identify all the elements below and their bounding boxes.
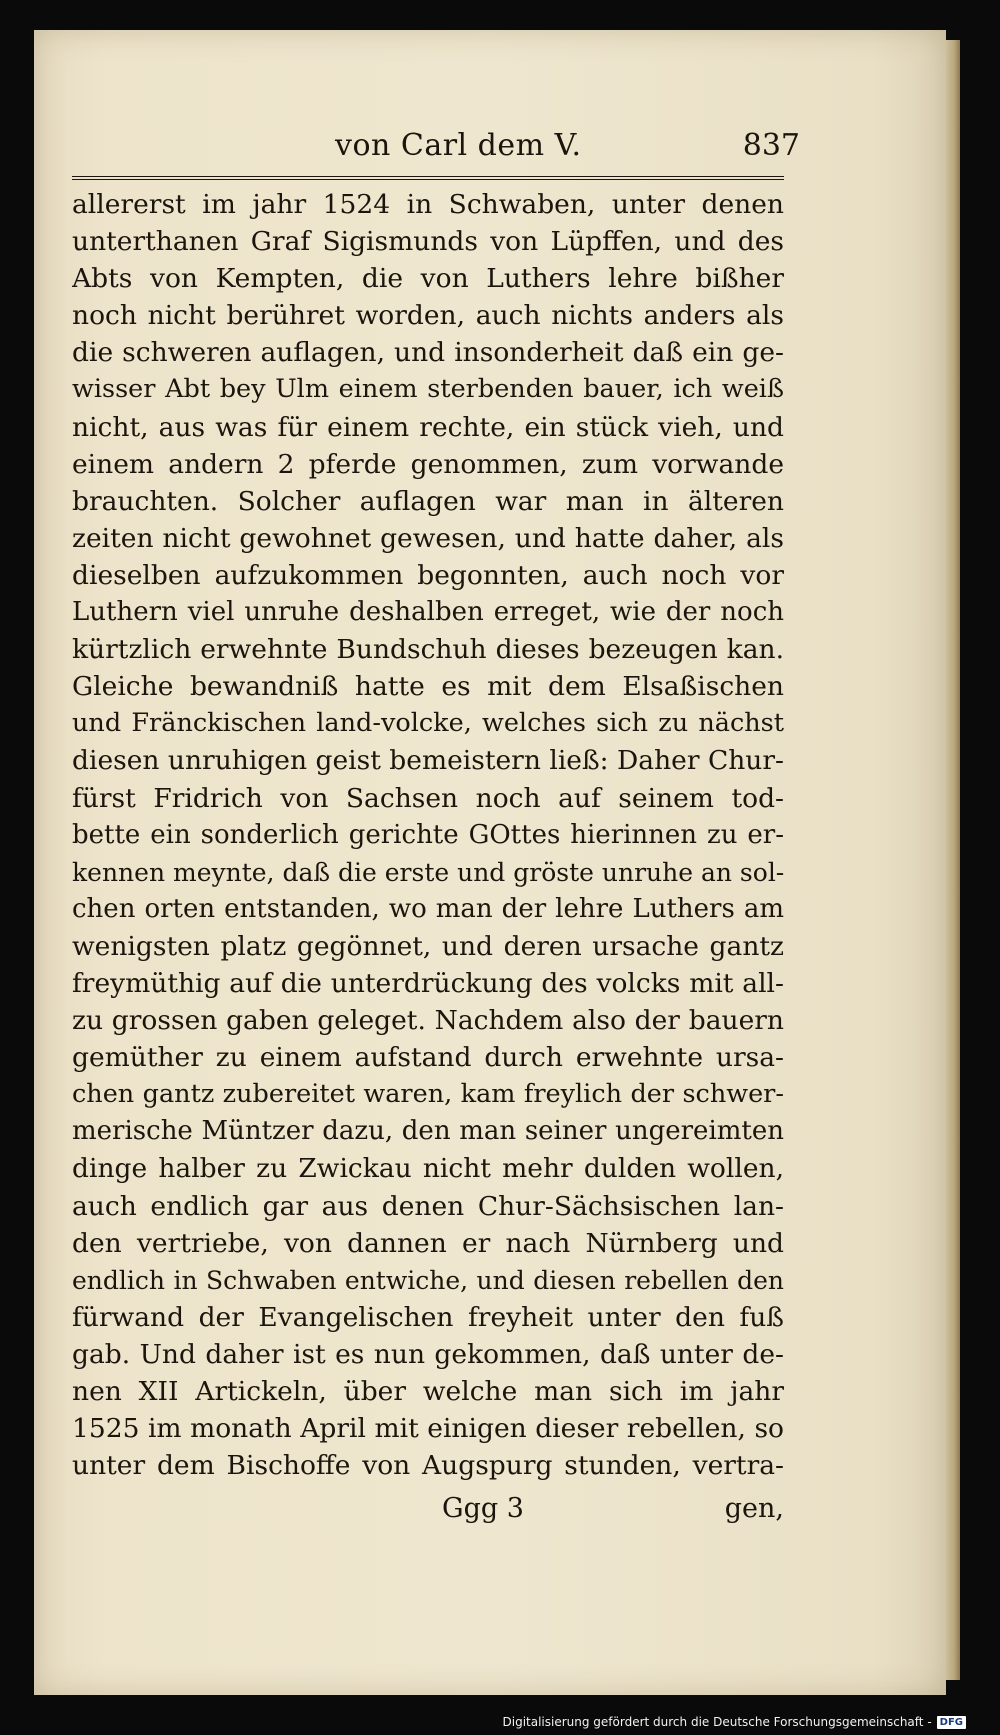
text-line: unter dem Bischoffe von Augspurg stunden, vertra- <box>72 1450 784 1482</box>
text-line: endlich in Schwaben entwiche, und diesen rebellen den <box>72 1265 784 1295</box>
running-title: von Carl dem V. <box>335 128 582 163</box>
page-edge <box>946 40 960 1680</box>
text-line: Abts von Kempten, die von Luthers lehre bißher <box>72 263 784 295</box>
text-line: dinge halber zu Zwickau nicht mehr dulden wollen, <box>72 1153 784 1185</box>
dfg-logo-icon: DFG <box>937 1716 966 1729</box>
text-line: gemüther zu einem aufstand durch erwehnte ursa- <box>72 1042 784 1074</box>
text-line: freymüthig auf die unterdrückung des volcks mit all- <box>72 967 784 999</box>
catchword: gen, <box>724 1493 784 1524</box>
text-line: brauchten. Solcher auflagen war man in älteren <box>72 485 784 517</box>
text-line: kürtzlich erwehnte Bundschuh dieses bezeugen kan. <box>72 634 784 666</box>
text-line: kennen meynte, daß die erste und gröste unruhe an sol- <box>72 857 784 887</box>
header-rule <box>72 176 784 180</box>
text-line: wenigsten platz gegönnet, und deren ursache gantz <box>72 930 784 962</box>
text-line: noch nicht berühret worden, auch nichts anders als <box>72 300 784 332</box>
text-line: wisser Abt bey Ulm einem sterbenden bauer, ich weiß <box>72 374 784 405</box>
text-line: den vertriebe, von dannen er nach Nürnberg und <box>72 1227 784 1259</box>
text-line: unterthanen Graf Sigismunds von Lüpffen, und des <box>72 226 784 258</box>
page-number: 837 <box>742 128 800 163</box>
text-line: fürst Fridrich von Sachsen noch auf seinem tod- <box>72 782 784 814</box>
text-line: die schweren auflagen, und insonderheit daß ein ge- <box>72 337 784 369</box>
signature-mark: Ggg 3 <box>442 1493 524 1524</box>
text-line: chen orten entstanden, wo man der lehre Luthers am <box>72 893 784 924</box>
text-line: und Fränckischen land-volcke, welches sich zu nächst <box>72 708 784 739</box>
text-line: Gleiche bewandniß hatte es mit dem Elsaßischen <box>72 671 784 703</box>
text-line: 1525 im monath April mit einigen dieser rebellen, so <box>72 1413 784 1445</box>
text-line: diesen unruhigen geist bemeistern ließ: Daher Chur- <box>72 745 784 777</box>
digitization-credit <box>503 1715 967 1729</box>
text-line: dieselben aufzukommen begonnten, auch noch vor <box>72 559 784 591</box>
text-line: fürwand der Evangelischen freyheit unter den fuß <box>72 1301 784 1333</box>
text-line: Luthern viel unruhe deshalben erreget, wie der noch <box>72 597 784 628</box>
page-header <box>70 128 800 172</box>
text-line: merische Müntzer dazu, den man seiner ungereimten <box>72 1116 784 1147</box>
text-line: zeiten nicht gewohnet gewesen, und hatte daher, als <box>72 522 784 554</box>
text-line: gab. Und daher ist es nun gekommen, daß unter de- <box>72 1338 784 1370</box>
credit-text: Digitalisierung gefördert durch die Deutsche Forschungsgemeinschaft - <box>502 1715 932 1729</box>
text-line: allererst im jahr 1524 in Schwaben, unter denen <box>72 189 784 220</box>
text-line: einem andern 2 pferde genommen, zum vorwande <box>72 448 784 480</box>
text-line: zu grossen gaben geleget. Nachdem also der bauern <box>72 1005 784 1037</box>
text-line: bette ein sonderlich gerichte GOttes hierinnen zu er- <box>72 819 784 850</box>
text-line: nen XII Artickeln, über welche man sich im jahr <box>72 1376 784 1407</box>
text-line: nicht, aus was für einem rechte, ein stück vieh, und <box>72 411 784 443</box>
body-text <box>72 186 784 1484</box>
text-line: chen gantz zubereitet waren, kam freylich der schwer- <box>72 1079 784 1110</box>
page-footer <box>72 1493 784 1533</box>
text-line: auch endlich gar aus denen Chur-Sächsischen lan- <box>72 1190 784 1222</box>
